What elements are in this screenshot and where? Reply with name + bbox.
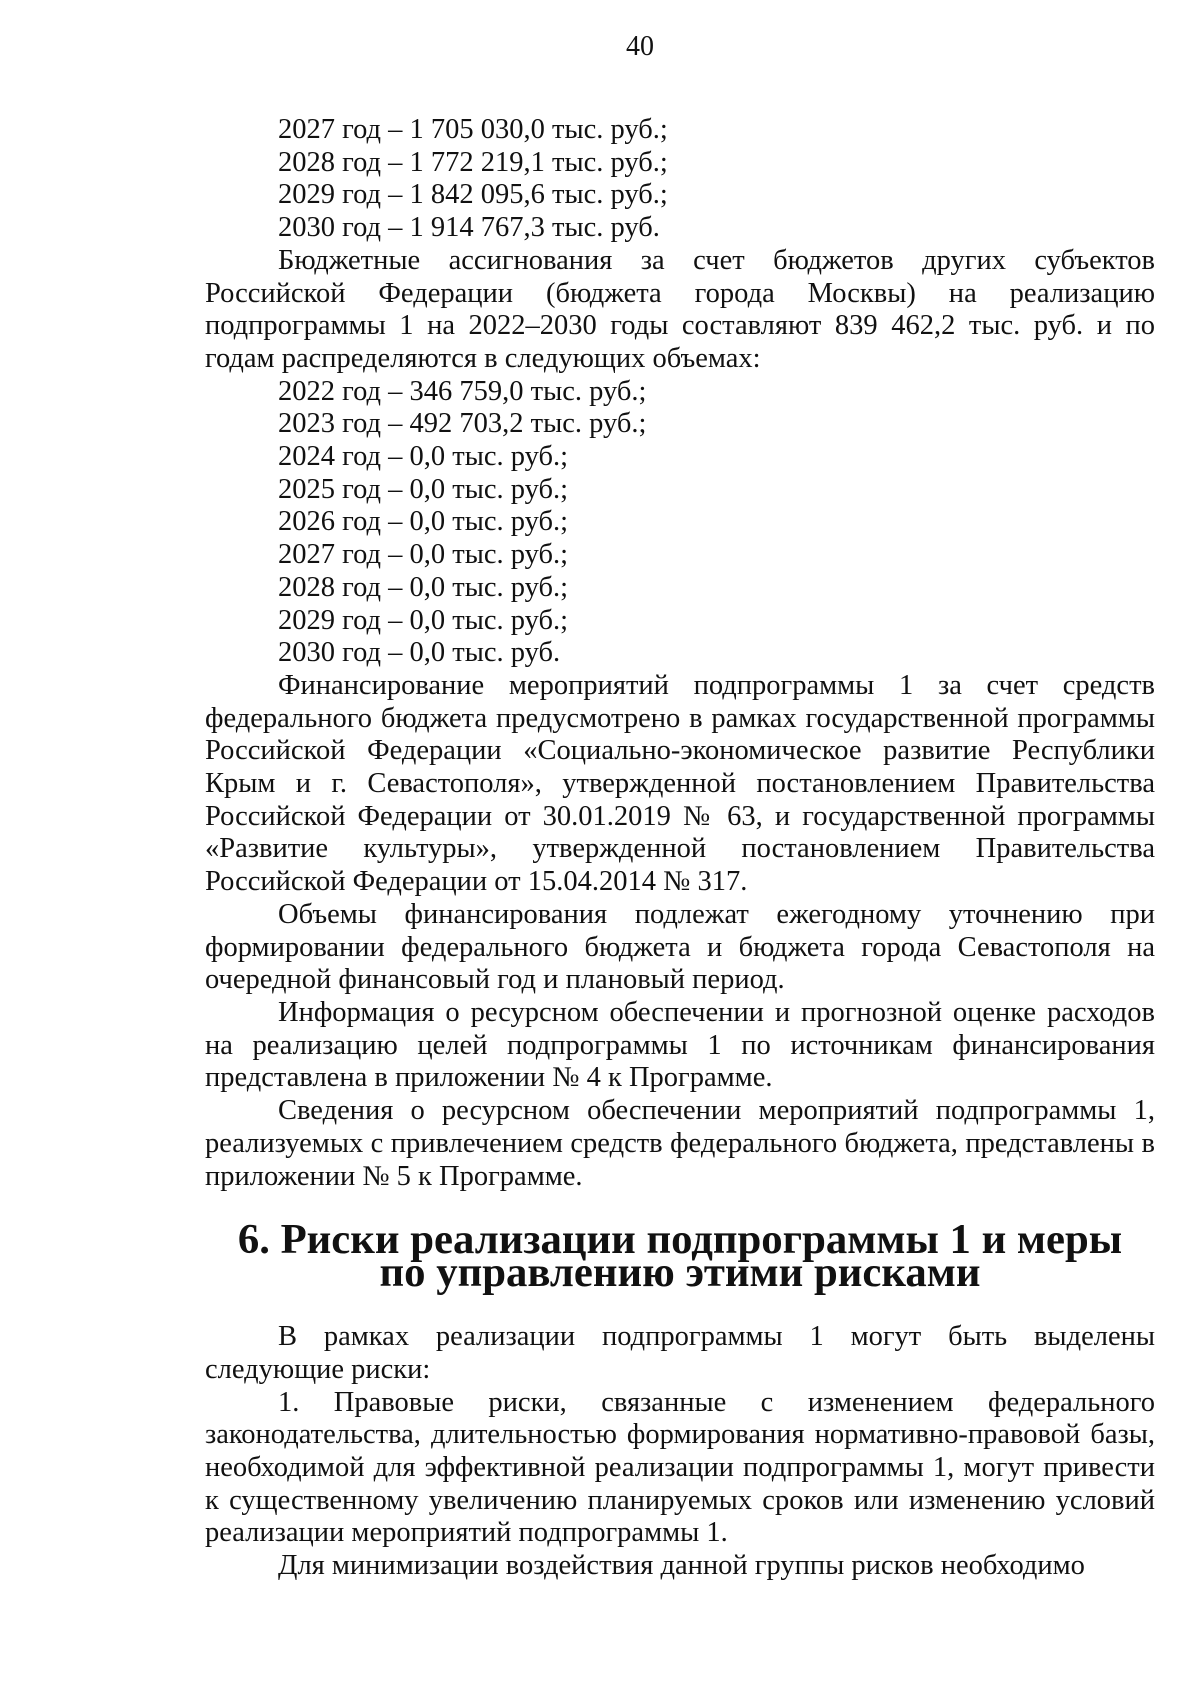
paragraph-resource-details: Сведения о ресурсном обеспечении мероприятий подпрограммы 1, реализуемых с привлечением средств федерального бюджета, представлены в приложении № 5 к Программе. — [205, 1095, 1155, 1192]
list-item: 2029 год – 1 842 095,6 тыс. руб.; — [278, 179, 668, 211]
paragraph-risk-minimization: Для минимизации воздействия данной группы рисков необходимо — [278, 1550, 1085, 1582]
section-heading-line-1: 6. Риски реализации подпрограммы 1 и меры — [237, 1216, 1123, 1264]
list-item: 2028 год – 1 772 219,1 тыс. руб.; — [278, 146, 668, 178]
list-item: 2027 год – 1 705 030,0 тыс. руб.; — [278, 114, 668, 145]
paragraph-resource-info: Информация о ресурсном обеспечении и прогнозной оценке расходов на реализацию целей подпрограммы 1 по источникам финансирования представлена в приложении № 4 к Программе. — [205, 996, 1155, 1094]
paragraph-legal-risks: 1. Правовые риски, связанные с изменением федерального законодательства, длительностью формирования нормативно-правовой базы, необходимой для эффективной реализации подпрограммы 1, могут привести к существенному увеличению планируемых сроков или изменению условий реализации мероприятий подпрограммы 1. — [205, 1386, 1155, 1549]
list-item: 2030 год – 0,0 тыс. руб. — [278, 637, 561, 669]
list-item: 2022 год – 346 759,0 тыс. руб.; — [278, 375, 647, 407]
list-item: 2026 год – 0,0 тыс. руб.; — [278, 506, 569, 538]
list-item: 2029 год – 0,0 тыс. руб.; — [278, 604, 569, 636]
section-heading-line-2: по управлению этими рисками — [379, 1249, 981, 1297]
list-item: 2027 год – 0,0 тыс. руб.; — [278, 539, 569, 571]
paragraph-risks-intro: В рамках реализации подпрограммы 1 могут быть выделены следующие риски: — [205, 1321, 1155, 1385]
list-item: 2024 год – 0,0 тыс. руб.; — [278, 441, 569, 473]
list-item: 2030 год – 1 914 767,3 тыс. руб. — [278, 212, 660, 244]
section-heading — [205, 1216, 1155, 1297]
paragraph-financing-volumes: Объемы финансирования подлежат ежегодному уточнению при формировании федерального бюджета и бюджета города Севастополя на очередной финансовый год и плановый период. — [205, 898, 1155, 996]
list-item: 2025 год – 0,0 тыс. руб.; — [278, 473, 569, 505]
document-body — [205, 114, 1155, 1583]
paragraph-budget-allocations: Бюджетные ассигнования за счет бюджетов других субъектов Российской Федерации (бюджета города Москвы) на реализацию подпрограммы 1 на 2022–2030 годы составляют 839 462,2 тыс. руб. и по годам распределяются в следующих объемах: — [205, 244, 1155, 374]
paragraph-federal-financing: Финансирование мероприятий подпрограммы 1 за счет средств федерального бюджета предусмотрено в рамках государственной программы Российской Федерации «Социально-экономическое развитие Республики Крым и г. Севастополя», утвержденной постановлением Правительства Российской Федерации от 30.01.2019 № 63, и государственной программы «Развитие культуры», утвержденной постановлением Правительства Российской Федерации от 15.04.2014 № 317. — [205, 669, 1155, 898]
list-item: 2023 год – 492 703,2 тыс. руб.; — [278, 408, 647, 440]
page-number: 40 — [626, 31, 654, 62]
list-item: 2028 год – 0,0 тыс. руб.; — [278, 571, 569, 603]
